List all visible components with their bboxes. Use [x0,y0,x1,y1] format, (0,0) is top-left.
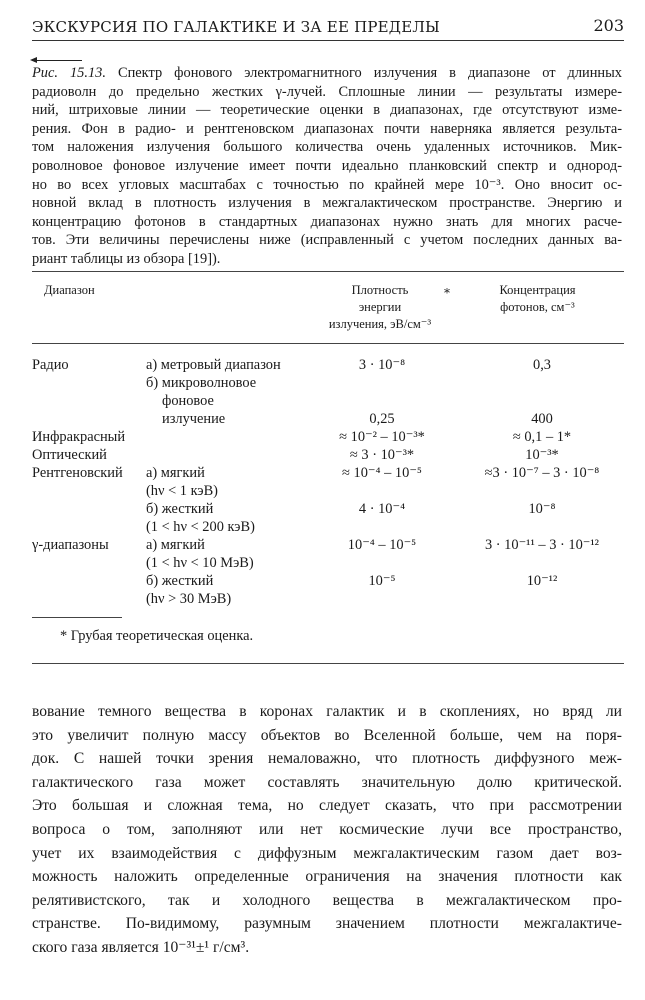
table-row [32,554,632,572]
table-row [32,410,632,428]
body-line: релятивистского, так и холодного вещества в межгалактическом про- [32,891,622,909]
table-row [32,446,632,464]
cell-subrange: б) жесткий [146,501,214,517]
cell-range-name: Радио [32,357,69,373]
cell-subrange: а) метровый диапазон [146,357,281,373]
header-photon-concentration [470,282,605,316]
page-number: 203 [593,16,624,35]
body-line: ского газа является 10⁻³¹±¹ г/см³. [32,938,250,956]
cell-photon-concentration: 0,3 [533,357,551,373]
cell-energy-density: ≈ 3 · 10⁻³* [349,447,415,463]
caption-line: риант таблицы из обзора [19]). [32,250,221,267]
table-row [32,590,632,608]
body-line: странстве. По-видимому, разумным значением плотности межгалактиче- [32,915,622,933]
header-range: Диапазон [44,283,95,297]
table-header-rule [32,343,624,344]
cell-subrange: фоновое [162,393,214,409]
caption-line: роволновое фоновое излучение имеет почти идеально планковский спектр и однород- [32,157,622,174]
body-line: это увеличит полную массу объектов во Вселенной больше, чем на поря- [32,726,622,744]
cell-subrange: (hν > 30 МэВ) [146,591,232,607]
figure-caption [32,64,622,269]
caption-line: том наложения излучения большого количества очень удаленных источников. Мик- [32,139,622,156]
footnote: * Грубая теоретическая оценка. [60,628,254,644]
header-energy-density [315,282,445,333]
body-line: вование темного вещества в коронах галактик и в скоплениях, но вряд ли [32,703,622,720]
header-footnote-mark: * [444,286,450,300]
cell-subrange: (hν < 1 кэВ) [146,483,218,499]
header-energy-line: Плотность [351,283,409,297]
table-row [32,518,632,536]
cell-energy-density: 10⁻⁴ – 10⁻⁵ [347,537,417,553]
caption-label: Рис. 15.13. [32,65,106,81]
running-head: ЭКСКУРСИЯ ПО ГАЛАКТИКЕ И ЗА ЕЕ ПРЕДЕЛЫ [32,18,441,36]
table-row [32,536,632,554]
cell-subrange: (1 < hν < 200 кэВ) [146,519,255,535]
table-row [32,428,632,446]
body-line: галактического газа может составлять значительную долю критической. [32,773,622,791]
cell-energy-density: 0,25 [369,411,395,427]
cell-range-name: Рентгеновский [32,465,123,481]
body-line: можность наложить определенные ограничения на значения плотности как [32,868,622,886]
cell-photon-concentration: ≈ 0,1 – 1* [512,429,572,445]
cell-subrange: б) микроволновое [146,375,257,391]
cell-subrange: излучение [162,411,226,427]
header-energy-line: энергии [358,300,402,314]
cell-subrange: б) жесткий [146,573,214,589]
cell-photon-concentration: 10⁻³* [525,447,559,463]
table-row [32,572,632,590]
header-rule [32,40,624,41]
table-row [32,482,632,500]
table-bottom-rule [32,663,624,664]
cell-energy-density: 3 · 10⁻⁸ [358,357,406,373]
body-line: Это большая и сложная тема, но следует сказать, что при рассмотрении [32,797,622,815]
cell-photon-concentration: ≈3 · 10⁻⁷ – 3 · 10⁻⁸ [484,465,600,481]
footnote-rule [32,617,122,618]
cell-subrange: а) мягкий [146,537,205,553]
cell-photon-concentration: 10⁻¹² [526,573,558,589]
cell-energy-density: 4 · 10⁻⁴ [358,501,406,517]
table-body [32,356,632,608]
cell-subrange: (1 < hν < 10 МэВ) [146,555,254,571]
table-row [32,392,632,410]
cell-range-name: γ-диапазоны [32,537,109,553]
table-top-rule [32,271,624,272]
caption-line: ний, штриховые линии — теоретические оценки в диапазонах, где отсутствуют изме- [32,102,622,119]
body-paragraph [32,700,622,960]
header-conc-line: фотонов, см⁻³ [500,300,575,314]
table-row [32,500,632,518]
body-line: учет их взаимодействия с диффузным межгалактическим газом дает воз- [32,844,622,862]
cell-range-name: Инфракрасный [32,429,126,445]
cell-photon-concentration: 10⁻⁸ [528,501,556,517]
body-line: док. С нашей точки зрения немаловажно, что плотность диффузного меж- [32,750,622,768]
caption-line: тов. Эти величины перечислены ниже (исправленный с учетом последних данных ва- [32,232,622,249]
caption-line: радиоволн до предельно жестких γ-лучей. Сплошные линии — результаты измере- [32,83,622,100]
body-line: вопроса о том, заполняют или нет космические лучи все пространство, [32,820,622,838]
cell-photon-concentration: 400 [531,411,553,427]
arrow-left-icon [32,60,82,61]
header-energy-line: излучения, эВ/см⁻³ [328,317,432,331]
table-row [32,374,632,392]
caption-text: Спектр фонового электромагнитного излучения в диапазоне от длинных [118,65,622,81]
caption-line: новной вклад в плотность излучения в межгалактическом пространстве. Энергию и [32,195,622,212]
table-row [32,356,632,374]
caption-line: рения. Фон в радио- и рентгеновском диапазонах почти наверняка является результа- [32,120,622,137]
cell-energy-density: ≈ 10⁻² – 10⁻³* [339,429,425,445]
cell-photon-concentration: 3 · 10⁻¹¹ – 3 · 10⁻¹² [485,537,599,553]
caption-line: но во всех угловых масштабах с точностью по крайней мере 10⁻³. Оно вносит ос- [32,176,622,193]
table-row [32,464,632,482]
cell-energy-density: ≈ 10⁻⁴ – 10⁻⁵ [342,465,422,481]
caption-line [32,64,622,83]
caption-line: концентрацию фотонов в стандартных диапазонах нужно знать для многих расче- [32,213,622,230]
header-conc-line: Концентрация [499,283,576,297]
cell-energy-density: 10⁻⁵ [368,573,396,589]
cell-range-name: Оптический [32,447,107,463]
cell-subrange: а) мягкий [146,465,205,481]
